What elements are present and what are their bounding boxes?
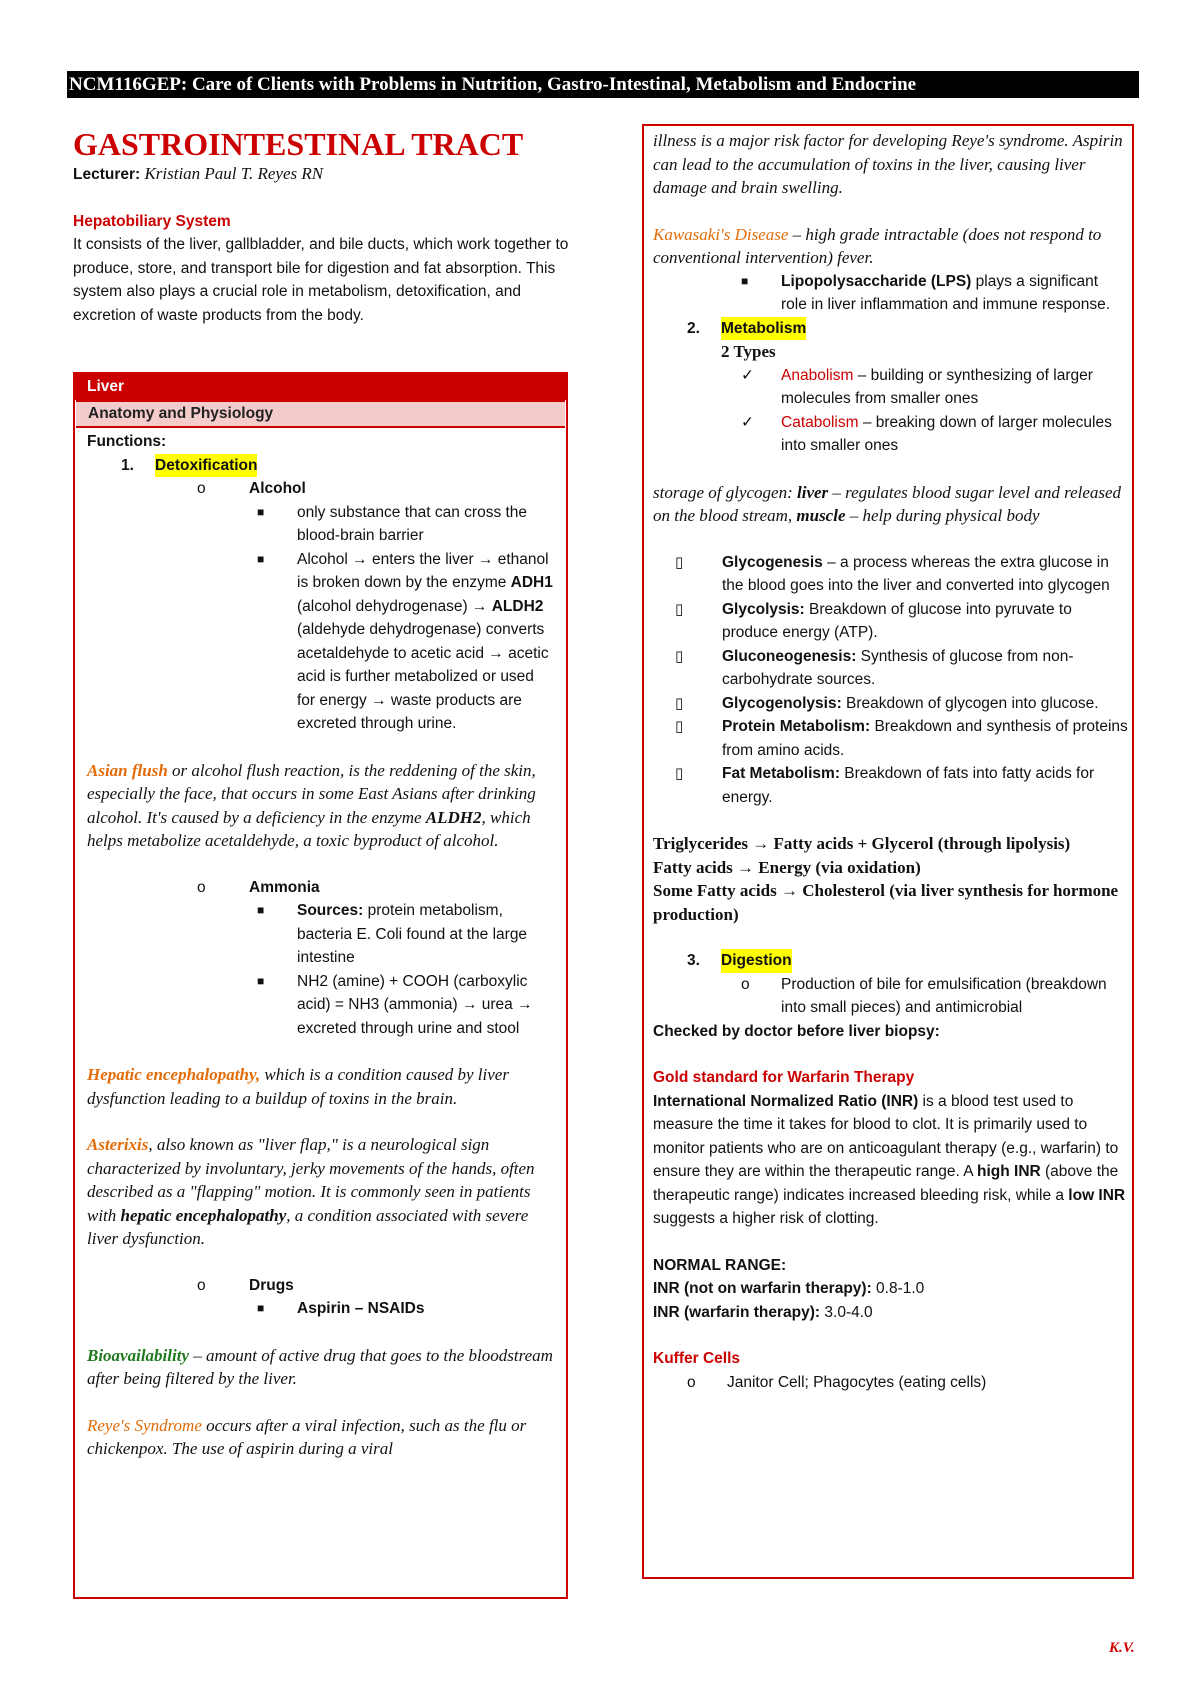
metabolism-heading: 2. Metabolism xyxy=(653,317,1128,341)
digestion-heading: 3. Digestion xyxy=(653,949,1128,973)
reye-continued: illness is a major risk factor for developing Reye's syndrome. Aspirin can lead to the accumulation of toxins in the liver, causing liver damage and brain swelling. xyxy=(653,131,1123,197)
lecturer-line xyxy=(73,162,573,187)
bioavailability-note: Bioavailability – amount of active drug that goes to the bloodstream after being filtered by the liver. xyxy=(87,1345,553,1388)
gold-standard-heading: Gold standard for Warfarin Therapy xyxy=(653,1069,915,1086)
drugs-bullet-1: ■ Aspirin – NSAIDs xyxy=(257,1300,425,1317)
box-icon: ▯ xyxy=(675,717,684,735)
box-icon: ▯ xyxy=(675,764,684,782)
box-icon: ▯ xyxy=(675,646,684,665)
process-item: ▯ Glycogenolysis: Breakdown of glycogen into glucose. xyxy=(653,692,1128,716)
catabolism-item: ✓ Catabolism – breaking down of larger molecules into smaller ones xyxy=(653,411,1128,458)
asterixis-note: Asterixis, also known as "liver flap," is a neurological sign characterized by involuntary, jerky movements of the hands, often described as a "flapping" motion. It is commonly seen in patients with hepatic encephalopathy, a condition associated with severe liver dysfunction. xyxy=(87,1135,535,1248)
alcohol-bullet-2: ■ Alcohol → enters the liver → ethanol is broken down by the enzyme ADH1 (alcohol dehydrogenase) → ALDH2 (aldehyde dehydrogenase) converts acetaldehyde to acetic acid → acetic acid is further metabolized or used for energy → waste products are excreted through urine. xyxy=(257,550,553,732)
check-icon: ✓ xyxy=(741,366,754,384)
functions-label: Functions: xyxy=(87,433,167,450)
normal-range-label: NORMAL RANGE: xyxy=(653,1256,787,1274)
kuffer-cells-heading: Kuffer Cells xyxy=(653,1350,740,1367)
kawasaki-note: Kawasaki's Disease – high grade intractable (does not respond to conventional intervention) fever. xyxy=(653,224,1102,267)
box-icon: ▯ xyxy=(675,552,684,571)
ammonia-bullet-1: ■ Sources: protein metabolism, bacteria E. Coli found at the large intestine xyxy=(257,902,528,966)
inr-paragraph: International Normalized Ratio (INR) is a blood test used to measure the time it takes for blood to clot. It is primarily used to monitor patients who are on anticoagulant therapy (e.g., warfarin) to ensure they are within the therapeutic range. A high INR (above the therapeutic range) indicates increased bleeding risk, while a low INR suggests a higher risk of clotting. xyxy=(653,1092,1126,1227)
anatomy-physiology-title: Anatomy and Physiology xyxy=(76,400,565,428)
anabolism-item: ✓ Anabolism – building or synthesizing of larger molecules from smaller ones xyxy=(653,364,1128,411)
page-title: GASTROINTESTINAL TRACT xyxy=(73,126,524,162)
alcohol-bullet-1: ■ only substance that can cross the blood-brain barrier xyxy=(257,503,528,544)
document-header: NCM116GEP: Care of Clients with Problems in Nutrition, Gastro-Intestinal, Metabolism and Endocrine xyxy=(67,71,1139,98)
box-icon: ▯ xyxy=(675,693,684,712)
lps-bullet: ■ Lipopolysaccharide (LPS) plays a significant role in liver inflammation and immune response. xyxy=(741,272,1111,313)
checked-by-doctor: Checked by doctor before liver biopsy: xyxy=(653,1022,940,1040)
kuffer-bullet: o Janitor Cell; Phagocytes (eating cells) xyxy=(687,1373,987,1391)
footer-initials: K.V. xyxy=(1109,1640,1135,1656)
hepatobiliary-text: It consists of the liver, gallbladder, and bile ducts, which work together to produce, store, and transport bile for digestion and fat absorption. This system also plays a crucial role in metabolism, detoxification, and excretion of waste products from the body. xyxy=(73,236,569,324)
alcohol-item: o Alcohol xyxy=(197,480,306,497)
cholesterol-line: Some Fatty acids → Cholesterol (via liver synthesis for hormone production) xyxy=(653,881,1119,924)
process-item: ▯ Fat Metabolism: Breakdown of fats into fatty acids for energy. xyxy=(653,762,1128,809)
detox-heading: 1. Detoxification xyxy=(87,454,556,478)
digestion-bullet: o Production of bile for emulsification (breakdown into small pieces) and antimicrobial xyxy=(741,975,1107,1016)
metabolism-process-list xyxy=(653,551,1128,810)
lecturer-label: Lecturer: xyxy=(73,166,141,183)
process-item: ▯ Glycolysis: Breakdown of glucose into pyruvate to produce energy (ATP). xyxy=(653,598,1128,645)
ammonia-bullet-2: ■ NH2 (amine) + COOH (carboxylic acid) = NH3 (ammonia) → urea → excreted through urine and stool xyxy=(257,972,533,1037)
ammonia-item: o Ammonia xyxy=(197,878,320,896)
right-column xyxy=(653,129,1128,1394)
detoxification-label: Detoxification xyxy=(155,454,257,478)
process-item: ▯ Protein Metabolism: Breakdown and synthesis of proteins from amino acids. xyxy=(653,715,1128,762)
triglycerides-line: Triglycerides → Fatty acids + Glycerol (through lipolysis) xyxy=(653,834,1071,853)
fatty-acids-line: Fatty acids → Energy (via oxidation) xyxy=(653,857,921,877)
reye-syndrome-note: Reye's Syndrome occurs after a viral infection, such as the flu or chickenpox. The use of aspirin during a viral xyxy=(87,1415,527,1458)
types-label: 2 Types xyxy=(721,342,776,361)
liver-title: Liver xyxy=(75,374,566,400)
inr-normal-1: INR (not on warfarin therapy): 0.8-1.0 xyxy=(653,1280,925,1297)
drugs-item: o Drugs xyxy=(197,1276,294,1294)
box-icon: ▯ xyxy=(675,599,684,618)
lecturer-name: Kristian Paul T. Reyes RN xyxy=(144,164,324,183)
process-item: ▯ Glycogenesis – a process whereas the extra glucose in the blood goes into the liver and converted into glycogen xyxy=(653,551,1128,598)
process-item: ▯ Gluconeogenesis: Synthesis of glucose from non-carbohydrate sources. xyxy=(653,645,1128,692)
check-icon: ✓ xyxy=(741,413,754,431)
hepatobiliary-heading: Hepatobiliary System xyxy=(73,212,231,230)
asian-flush-note: Asian flush or alcohol flush reaction, is the reddening of the skin, especially the face, that occurs in some East Asians after drinking alcohol. It's caused by a deficiency in the enzyme ALDH2, which helps metabolize acetaldehyde, a toxic byproduct of alcohol. xyxy=(87,760,536,850)
hepatic-encephalopathy-note: Hepatic encephalopathy, which is a condition caused by liver dysfunction leading to a buildup of toxins in the brain. xyxy=(87,1065,509,1108)
liver-box xyxy=(73,372,568,1599)
left-column xyxy=(73,126,573,327)
inr-normal-2: INR (warfarin therapy): 3.0-4.0 xyxy=(653,1303,873,1321)
glycogen-storage-note: storage of glycogen: liver – regulates blood sugar level and released on the blood stream, muscle – help during physical body xyxy=(653,482,1122,525)
